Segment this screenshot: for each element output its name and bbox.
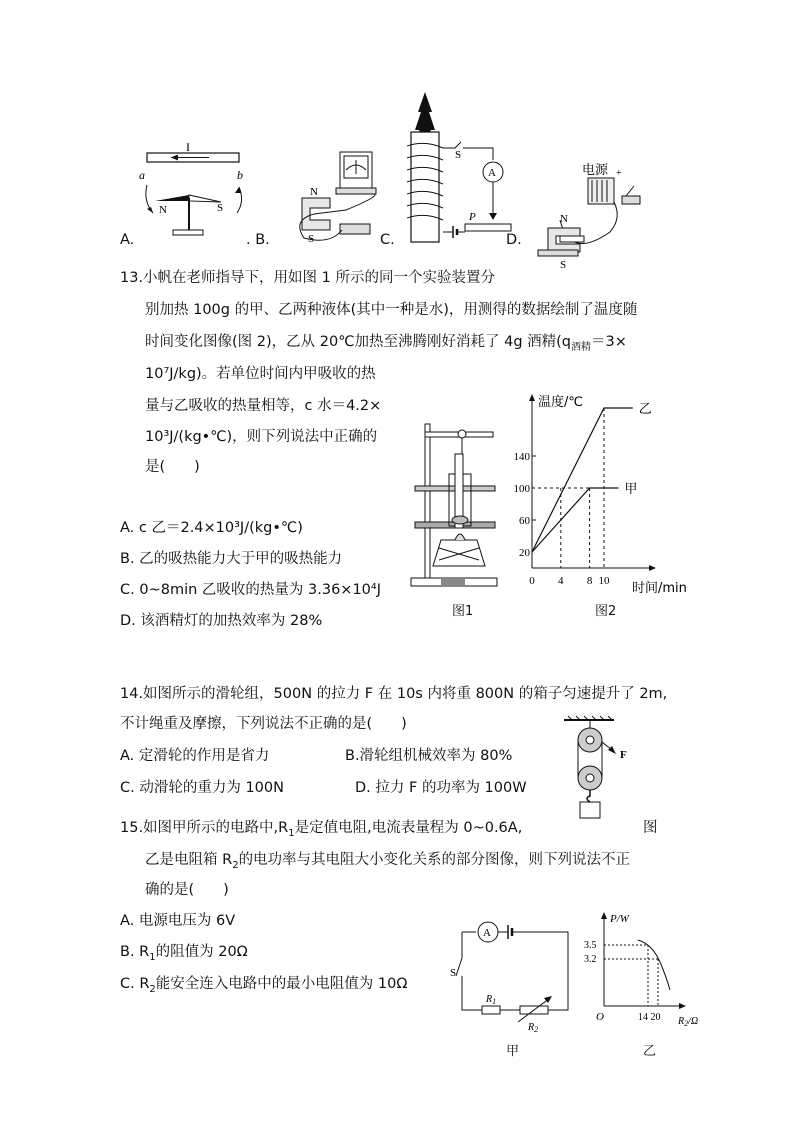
x-axis-arrow xyxy=(649,565,656,571)
svg-text:N: N xyxy=(560,213,568,225)
q15-stem-line1-end: 图 xyxy=(643,820,658,836)
q15-option-b: B. $R_1$的阻值为 20Ω xyxy=(120,944,248,963)
q13-option-c: C. 0~8min 乙吸收的热量为 3.36×10⁴J xyxy=(120,582,381,598)
series-line-jia xyxy=(532,488,618,552)
svg-text:F: F xyxy=(620,749,627,761)
heating-apparatus-figure xyxy=(405,420,500,620)
svg-text:3.2: 3.2 xyxy=(584,954,597,965)
series-label: 乙 xyxy=(638,402,652,417)
svg-text:a: a xyxy=(139,168,145,182)
svg-text:电源: 电源 xyxy=(582,163,609,178)
q14-option-d: D. 拉力 F 的功率为 100W xyxy=(355,780,527,796)
q15-option-a: A. 电源电压为 6V xyxy=(120,913,236,929)
svg-text:A: A xyxy=(483,927,491,939)
q13-option-a: A. c 乙＝2.4×10³J/(kg•℃) xyxy=(120,520,303,536)
q15-stem-line2: 乙是电阻箱 $R_2$的电功率与其电阻大小变化关系的部分图像，则下列说法不正 xyxy=(145,852,631,871)
svg-text:b: b xyxy=(237,168,243,182)
y-axis-arrow xyxy=(529,394,535,401)
y-tick-label: 60 xyxy=(519,515,530,527)
q15-stem-line1: 15.如图甲所示的电路中$,R_1$是定值电阻,电流表量程为 0~0.6A, xyxy=(120,820,523,839)
x-tick-label: 10 xyxy=(598,575,610,587)
svg-text:S: S xyxy=(455,149,462,161)
option-d-label: D. xyxy=(506,232,522,248)
svg-text:S: S xyxy=(308,233,315,245)
q14-option-a: A. 定滑轮的作用是省力 xyxy=(120,748,270,764)
q14-option-b: B.滑轮组机械效率为 80% xyxy=(345,748,513,764)
option-b-label: . B. xyxy=(246,232,270,248)
q14-stem-line2: 不计绳重及摩擦，下列说法不正确的是( ) xyxy=(120,716,407,732)
x-axis-label: 时间/min xyxy=(632,581,687,596)
y-tick-label: 100 xyxy=(513,483,530,495)
series-line-yi xyxy=(532,408,633,552)
x-tick-label: 8 xyxy=(586,575,593,587)
svg-text:S: S xyxy=(560,259,567,271)
series-label: 甲 xyxy=(624,482,638,497)
svg-text:+: + xyxy=(616,168,622,179)
graph-caption: 乙 xyxy=(643,1044,657,1059)
svg-text:A: A xyxy=(488,167,496,179)
q13-stem-line4: 10⁷J/kg)。若单位时间内甲吸收的热 xyxy=(145,366,376,382)
q13-stem-line5: 量与乙吸收的热量相等，c 水＝4.2× xyxy=(145,398,382,414)
option-a-label: A. xyxy=(120,232,135,248)
q13-option-d: D. 该酒精灯的加热效率为 28% xyxy=(120,613,323,629)
circuit-figure xyxy=(448,912,578,1042)
q13-stem-line1: 13.小帆在老师指导下，用如图 1 所示的同一个实验装置分 xyxy=(120,270,496,286)
svg-text:3.5: 3.5 xyxy=(584,940,597,951)
q13-stem-line6: 10³J/(kg•℃)，则下列说法中正确的 xyxy=(145,429,378,445)
x-tick-label: 0 xyxy=(529,575,535,587)
svg-text:R1: $R_1$ xyxy=(486,994,497,1006)
y-tick-label: 140 xyxy=(513,451,530,463)
svg-text:R2: $R_2$ xyxy=(528,1022,539,1034)
q15-stem-line3: 确的是( ) xyxy=(145,882,229,898)
temperature-time-chart xyxy=(512,392,702,596)
q15-option-c: C. $R_2$能安全连入电路中的最小电阻值为 10Ω xyxy=(120,976,408,995)
q13-stem-line7: 是( ) xyxy=(145,459,200,475)
q14-stem-line1: 14.如图所示的滑轮组，500N 的拉力 F 在 10s 内将重 800N 的箱子匀速提升了 2m, xyxy=(120,686,668,702)
svg-text:P/W: P/W xyxy=(610,913,629,925)
svg-text:N: N xyxy=(310,186,318,198)
svg-text:N: N xyxy=(159,204,167,216)
power-resistance-graph xyxy=(582,910,712,1030)
motor-power-figure xyxy=(530,160,650,270)
q13-stem-line2: 别加热 100g 的甲、乙两种液体(其中一种是水)，用测得的数据绘制了温度随 xyxy=(145,302,638,318)
svg-text:S: S xyxy=(450,967,457,979)
galvanometer-magnet-figure xyxy=(290,150,390,245)
q13-stem-line3: 时间变化图像(图 2)，乙从 20℃加热至沸腾刚好消耗了 4g 酒精($q_{酒精}=3\times$ xyxy=(145,334,627,353)
compass-wire-figure xyxy=(135,140,255,245)
electromagnet-circuit-figure xyxy=(405,92,520,247)
fig2-caption: 图2 xyxy=(595,604,617,619)
circuit-caption: 甲 xyxy=(506,1044,520,1059)
svg-text:I: I xyxy=(186,140,190,154)
q14-option-c: C. 动滑轮的重力为 100N xyxy=(120,780,284,796)
svg-text:S: S xyxy=(217,202,224,214)
svg-text:P: P xyxy=(469,211,476,223)
x-tick-label: 4 xyxy=(558,575,564,587)
svg-text:R2/Ω: $R_2/\Omega$ xyxy=(678,1016,699,1028)
y-axis-label: 温度/℃ xyxy=(538,395,583,410)
fig1-caption: 图1 xyxy=(452,604,474,619)
pulley-system-figure xyxy=(560,716,640,821)
y-tick-label: 20 xyxy=(519,547,530,559)
svg-text:O: O xyxy=(596,1011,604,1023)
option-c-label: C. xyxy=(380,232,395,248)
q13-option-b: B. 乙的吸热能力大于甲的吸热能力 xyxy=(120,551,343,567)
svg-text:14 20: 14 20 xyxy=(638,1012,661,1023)
